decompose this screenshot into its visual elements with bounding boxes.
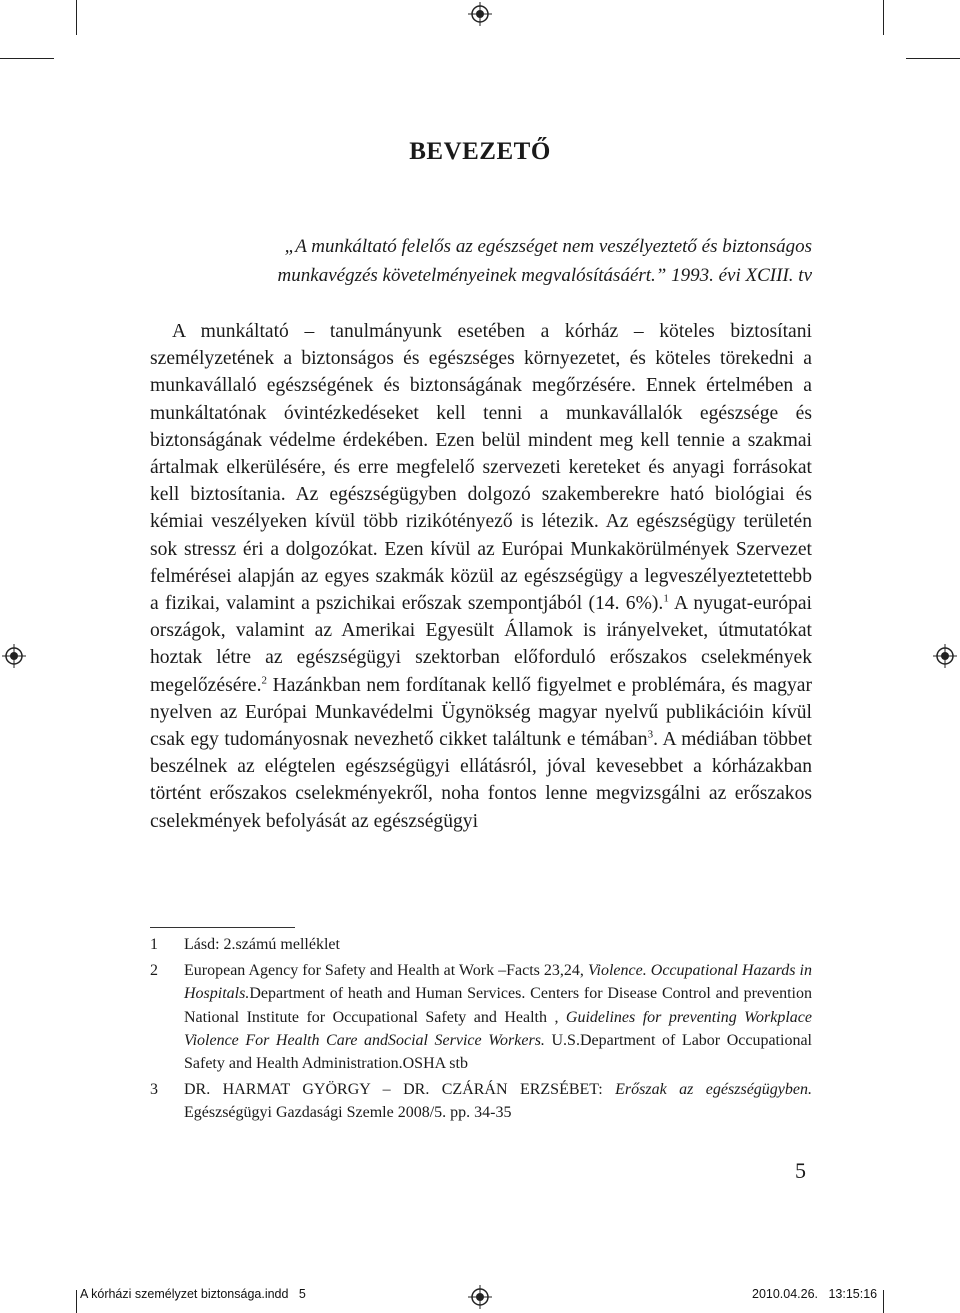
footnote xyxy=(150,959,812,1075)
registration-mark-icon xyxy=(933,644,957,668)
footnote-segment: Department of heath and Human Services. Centers for Disease Control and prevention National Institute for Occupational Safety and Health , xyxy=(184,985,812,1026)
slug-date: 2010.04.26. 13:15:16 xyxy=(752,1287,878,1301)
slug-filename: A kórházi személyzet biztonsága.indd 5 xyxy=(80,1287,306,1301)
body-text-segment: Hazánkban nem fordítanak kellő figyelmet e problémára, és magyar nyelven az Európai Munkavédelmi Ügynökség magyar nyelvű publikációin kívül csak egy tudományosnak nevezhető cikket találtunk e témában xyxy=(150,674,812,751)
crop-mark xyxy=(76,0,77,35)
crop-mark xyxy=(906,58,960,59)
footnote-segment: Egészségügyi Gazdasági Szemle 2008/5. pp. 34-35 xyxy=(184,1104,512,1122)
crop-mark xyxy=(0,58,54,59)
footnote-ref: 2 xyxy=(261,674,268,687)
footnotes xyxy=(150,933,812,1128)
footnote-divider xyxy=(150,927,295,928)
footnote-italic: Violence. Occupational Hazards in Hospitals. xyxy=(184,962,813,1003)
footnote-text xyxy=(184,1078,812,1124)
page-number: 5 xyxy=(795,1158,806,1183)
footnote-text: Lásd: 2.számú melléklet xyxy=(184,936,340,953)
footnote xyxy=(150,933,812,956)
footnote-text xyxy=(184,959,812,1075)
footnote-italic: Erőszak az egészségügyben. xyxy=(615,1081,812,1099)
motto-line-1: „A munkáltató felelős az egészséget nem veszélyeztető és biztonságos xyxy=(284,236,812,257)
footnote-italic: Guidelines for preventing Workplace Violence For Health Care andSocial Service Workers. xyxy=(184,1008,813,1049)
footnote-segment: DR. HARMAT GYÖRGY – DR. CZÁRÁN ERZSÉBET: xyxy=(184,1081,616,1099)
registration-mark-icon xyxy=(468,2,492,26)
registration-mark-icon xyxy=(2,644,26,668)
crop-mark xyxy=(883,1290,884,1313)
motto-line-2: munkavégzés követelményeinek megvalósításáért.” 1993. évi XCIII. tv xyxy=(277,265,812,286)
footnote-ref: 1 xyxy=(663,592,669,605)
body-text-segment: A munkáltató – tanulmányunk esetében a kórház – köteles biztosítani személyzetének a biztonságos és egészséges környezetet, és köteles törekedni a munkavállaló egészségének és biztonságának megőrzésére. Ennek értelmében a munkáltatónak óvintézkedéseket kell tenni a munkavállalók egészsége és biztonságának védelme érdekében. Ezen belül mindent meg kell tennie a szakmai ártalmak elkerülésére, és erre megfelelő szervezeti kereteket és anyagi forrásokat kell biztosítania. Az egészségügyben dolgozó szakemberekre ható biológiai és kémiai veszélyeken kívül több rizikótényező is létezik. Az egészségügy területén sok stressz éri a dolgozókat. Ezen kívül az Európai Munkakörülmények Szervezet felmérései alapján az egyes szakmák közül az egészségügy a legveszélyeztetettebb a fizikai, valamint a pszichikai erőszak szempontjából (14. 6%). xyxy=(150,321,812,615)
registration-mark-icon xyxy=(468,1285,492,1309)
body-text-segment: . A médiában többet beszélnek az elégtelen egészségügyi ellátásról, jóval kevesebbet a kórházakban történt erőszakos cselekményekről, noha fontos lenne megvizsgálni az erőszakos cselekmények befolyását az egészségügyi xyxy=(150,729,812,832)
footnote-segment: European Agency for Safety and Health at Work –Facts 23,24, xyxy=(184,962,588,980)
body-paragraph xyxy=(150,318,812,835)
footnote-number: 2 xyxy=(150,962,158,980)
footnote-segment: U.S.Department of Labor Occupational Safety and Health Administration.OSHA stb xyxy=(184,1031,812,1073)
main-text xyxy=(150,318,812,835)
page-title: BEVEZETŐ xyxy=(409,138,551,165)
footnote-ref: 3 xyxy=(647,728,654,741)
footnote-number: 1 xyxy=(150,936,158,953)
crop-mark xyxy=(76,1290,77,1313)
crop-mark xyxy=(883,0,884,35)
body-text-segment: A nyugat-európai országok, valamint az Amerikai Egyesült Államok is irányelveket, útmutatókat hoztak létre az egészségügyi szektorban előforduló erőszakos cselekmények megelőzésére. xyxy=(150,593,813,696)
footnote-number: 3 xyxy=(150,1081,158,1099)
footnote xyxy=(150,1078,812,1124)
